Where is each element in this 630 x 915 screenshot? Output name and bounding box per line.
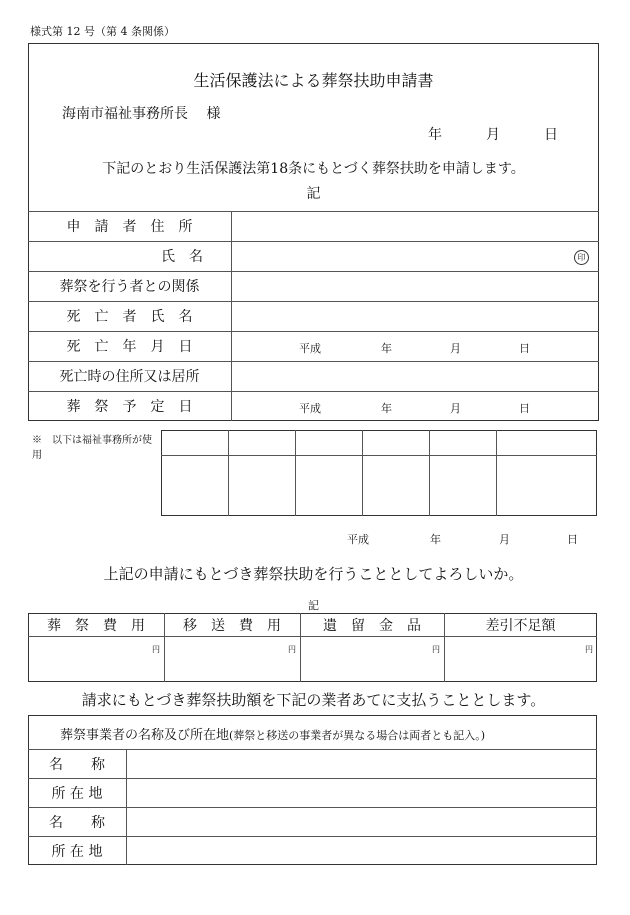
office-use-note: ※ 以下は福祉事務所が使用: [32, 435, 152, 461]
transport-cost-field[interactable]: [165, 637, 300, 682]
yen-unit-2: 円: [288, 645, 296, 654]
date-month-label: 月: [486, 127, 500, 143]
vendor-name-label-2: 名 称: [49, 814, 105, 831]
office-seal-cell-5[interactable]: [430, 456, 496, 516]
date-day-label: 日: [544, 127, 558, 143]
office-date-era: 平成: [347, 533, 369, 546]
form-title: 生活保護法による葬祭扶助申請書: [193, 71, 434, 90]
deceased-name-label: 死 亡 者 氏 名: [66, 309, 193, 325]
form-number: 様式第 12 号（第 4 条関係）: [30, 25, 175, 38]
office-seal-cell-6[interactable]: [497, 456, 596, 516]
office-date-month: 月: [499, 533, 510, 546]
funeral-date-day: 日: [519, 402, 530, 415]
seal-mark: 印: [574, 250, 589, 265]
cost-header-transport: 移 送 費 用: [183, 617, 281, 634]
office-date-day: 日: [567, 533, 578, 546]
vendor-address-label-1: 所 在 地: [51, 785, 103, 802]
funeral-date-month: 月: [450, 402, 461, 415]
office-seal-cell-2[interactable]: [229, 456, 295, 516]
vendor-address-label-2: 所 在 地: [51, 843, 103, 860]
funeral-date-year: 年: [381, 402, 392, 415]
funeral-date-field[interactable]: [232, 391, 599, 421]
vendor-address-field-2[interactable]: [127, 836, 597, 865]
office-seal-cell-1[interactable]: [162, 456, 228, 516]
relationship-label: 葬祭を行う者との関係: [59, 279, 200, 295]
yen-unit-3: 円: [432, 645, 440, 654]
last-address-label: 死亡時の住所又は居所: [59, 369, 200, 385]
funeral-date-label: 葬 祭 予 定 日: [66, 399, 193, 415]
remaining-assets-field[interactable]: [301, 637, 444, 682]
payment-statement: 請求にもとづき葬祭扶助額を下記の業者あてに支払うこととします。: [81, 691, 546, 709]
funeral-cost-field[interactable]: [29, 637, 164, 682]
vendor-address-field-1[interactable]: [127, 778, 597, 807]
cost-header-remaining-assets: 遺 留 金 品: [323, 617, 421, 634]
applicant-address-label: 申 請 者 住 所: [66, 219, 193, 235]
yen-unit-4: 円: [585, 645, 593, 654]
relationship-field[interactable]: [232, 271, 599, 301]
last-address-field[interactable]: [232, 361, 599, 391]
shortfall-field[interactable]: [445, 637, 597, 682]
office-seal-cell-4[interactable]: [363, 456, 429, 516]
applicant-name-label: 氏 名: [161, 249, 203, 265]
death-date-year: 年: [381, 342, 392, 355]
death-date-day: 日: [519, 342, 530, 355]
funeral-date-era: 平成: [299, 402, 321, 415]
vendor-header-label: 葬祭事業者の名称及び所在地: [60, 728, 230, 743]
vendor-note: (葬祭と移送の事業者が異なる場合は両者とも記入。): [229, 729, 486, 742]
cost-header-shortfall: 差引不足額: [485, 617, 556, 634]
death-date-month: 月: [450, 342, 461, 355]
intro-statement: 下記のとおり生活保護法第18条にもとづく葬祭扶助を申請します。: [102, 161, 525, 177]
vendor-name-label-1: 名 称: [49, 756, 105, 773]
cost-header-funeral: 葬 祭 費 用: [47, 617, 145, 634]
death-date-field[interactable]: [232, 331, 599, 361]
office-date-year: 年: [430, 533, 441, 546]
death-date-era: 平成: [299, 342, 321, 355]
vendor-name-field-2[interactable]: [127, 807, 597, 836]
office-seal-cell-3[interactable]: [296, 456, 362, 516]
vendor-header: [60, 724, 485, 743]
applicant-address-field[interactable]: [232, 211, 599, 241]
applicant-name-field[interactable]: [232, 241, 599, 271]
ki-label: 記: [306, 186, 321, 202]
ki-label-2: 記: [308, 599, 319, 612]
death-date-label: 死 亡 年 月 日: [66, 339, 193, 355]
deceased-name-field[interactable]: [232, 301, 599, 331]
date-year-label: 年: [428, 127, 442, 143]
yen-unit-1: 円: [152, 645, 160, 654]
vendor-name-field-1[interactable]: [127, 749, 597, 778]
approval-question: 上記の申請にもとづき葬祭扶助を行うこととしてよろしいか。: [103, 565, 524, 583]
addressee: 海南市福祉事務所長 様: [62, 106, 221, 122]
